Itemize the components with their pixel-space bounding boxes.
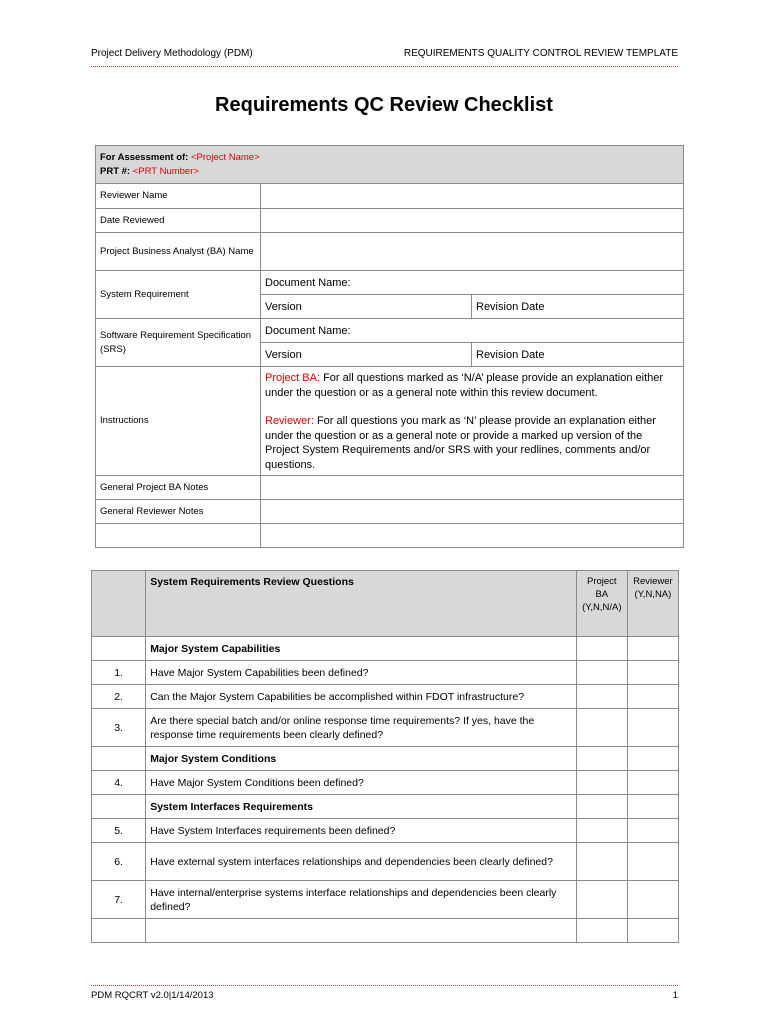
instr-reviewer-text: For all questions you mark as ‘N’ please provide an explanation either under the question or as a general note or provide a marked up version of the Project System Requirements and/or SRS with your redlines, comments and/or questions.: [265, 415, 656, 471]
instructions-label: Instructions: [96, 367, 261, 476]
section-row: [92, 747, 679, 771]
reviewer-answer-cell[interactable]: [627, 771, 678, 795]
project-ba-answer-cell[interactable]: [576, 709, 627, 747]
system-req-revision-date[interactable]: Revision Date: [472, 295, 684, 319]
page-number: 1: [672, 990, 678, 1001]
footer-version: PDM RQCRT v2.0|1/14/2013: [91, 990, 214, 1001]
section-title: Major System Capabilities: [146, 637, 577, 661]
question-text: Have external system interfaces relationships and dependencies been clearly defined?: [146, 843, 577, 881]
reviewer-answer-cell[interactable]: [627, 881, 678, 919]
reviewer-answer-cell[interactable]: [627, 661, 678, 685]
srs-document-name[interactable]: Document Name:: [261, 319, 684, 343]
blank-label-cell: [96, 524, 261, 548]
question-row: [92, 685, 679, 709]
section-num-cell: [92, 637, 146, 661]
system-req-version[interactable]: Version: [261, 295, 472, 319]
reviewer-notes-field[interactable]: [261, 500, 684, 524]
reviewer-answer-cell[interactable]: [627, 819, 678, 843]
section-ba-cell: [576, 637, 627, 661]
empty-num-cell: [92, 919, 146, 943]
project-name-placeholder: <Project Name>: [190, 151, 260, 163]
instr-ba-label: Project BA:: [265, 372, 321, 384]
system-requirement-row: [96, 271, 684, 295]
question-row: [92, 843, 679, 881]
question-text: Have Major System Conditions been defined?: [146, 771, 577, 795]
question-number: 6.: [92, 843, 146, 881]
ba-notes-row: [96, 476, 684, 500]
ba-notes-field[interactable]: [261, 476, 684, 500]
section-row: [92, 795, 679, 819]
srs-version[interactable]: Version: [261, 343, 472, 367]
question-row: [92, 771, 679, 795]
checklist-num-header: [92, 571, 146, 637]
question-text: Have internal/enterprise systems interface relationships and dependencies been clearly defined?: [146, 881, 577, 919]
footer-divider: [91, 985, 678, 986]
empty-row: [92, 919, 679, 943]
header-left: Project Delivery Methodology (PDM): [91, 48, 253, 59]
assessment-header-cell: [96, 146, 684, 184]
checklist-heading: System Requirements Review Questions: [146, 571, 577, 637]
page-title: Requirements QC Review Checklist: [215, 94, 553, 116]
question-row: [92, 881, 679, 919]
col-reviewer-header: Reviewer (Y,N,NA): [627, 571, 678, 637]
date-reviewed-row: [96, 209, 684, 233]
blank-field-cell[interactable]: [261, 524, 684, 548]
reviewer-name-label: Reviewer Name: [96, 184, 261, 209]
section-ba-cell: [576, 747, 627, 771]
blank-row: [96, 524, 684, 548]
ba-name-field[interactable]: [261, 233, 684, 271]
question-text: Have System Interfaces requirements been defined?: [146, 819, 577, 843]
page-header: [91, 48, 678, 64]
project-ba-answer-cell[interactable]: [576, 685, 627, 709]
ba-name-label: Project Business Analyst (BA) Name: [96, 233, 261, 271]
question-number: 2.: [92, 685, 146, 709]
project-ba-answer-cell[interactable]: [576, 661, 627, 685]
section-num-cell: [92, 795, 146, 819]
instr-ba-text: For all questions marked as ‘N/A’ please provide an explanation either under the question or as a general note within this review document.: [265, 372, 664, 399]
reviewer-name-row: [96, 184, 684, 209]
srs-revision-date[interactable]: Revision Date: [472, 343, 684, 367]
question-number: 1.: [92, 661, 146, 685]
section-row: [92, 637, 679, 661]
empty-question-cell: [146, 919, 577, 943]
for-assessment-label: For Assessment of:: [100, 151, 189, 163]
project-ba-answer-cell[interactable]: [576, 843, 627, 881]
question-text: Can the Major System Capabilities be accomplished within FDOT infrastructure?: [146, 685, 577, 709]
reviewer-notes-label: General Reviewer Notes: [96, 500, 261, 524]
question-number: 3.: [92, 709, 146, 747]
section-ba-cell: [576, 795, 627, 819]
project-ba-answer-cell[interactable]: [576, 771, 627, 795]
srs-label: Software Requirement Specification (SRS): [96, 319, 261, 367]
checklist-header-row: [92, 571, 679, 637]
question-row: [92, 819, 679, 843]
instructions-row: [96, 367, 684, 476]
question-row: [92, 709, 679, 747]
project-ba-answer-cell[interactable]: [576, 819, 627, 843]
section-title: System Interfaces Requirements: [146, 795, 577, 819]
prt-label: PRT #:: [100, 165, 131, 177]
date-reviewed-label: Date Reviewed: [96, 209, 261, 233]
assessment-table: [95, 145, 684, 548]
instructions-text: [261, 367, 684, 476]
system-requirement-label: System Requirement: [96, 271, 261, 319]
section-reviewer-cell: [627, 795, 678, 819]
section-num-cell: [92, 747, 146, 771]
srs-row: [96, 319, 684, 343]
col-project-ba-header: Project BA (Y,N,N/A): [576, 571, 627, 637]
question-number: 4.: [92, 771, 146, 795]
ba-name-row: [96, 233, 684, 271]
checklist-table: [91, 570, 679, 943]
header-divider: [91, 66, 678, 67]
question-text: Are there special batch and/or online response time requirements? If yes, have the response time requirements been clearly defined?: [146, 709, 577, 747]
section-reviewer-cell: [627, 637, 678, 661]
empty-ba-cell[interactable]: [576, 919, 627, 943]
project-ba-answer-cell[interactable]: [576, 881, 627, 919]
reviewer-answer-cell[interactable]: [627, 843, 678, 881]
header-right: REQUIREMENTS QUALITY CONTROL REVIEW TEMPLATE: [403, 48, 678, 59]
date-reviewed-field[interactable]: [261, 209, 684, 233]
reviewer-answer-cell[interactable]: [627, 685, 678, 709]
instr-reviewer-label: Reviewer:: [265, 415, 314, 427]
prt-number-placeholder: <PRT Number>: [132, 165, 199, 177]
empty-reviewer-cell[interactable]: [627, 919, 678, 943]
reviewer-name-field[interactable]: [261, 184, 684, 209]
reviewer-notes-row: [96, 500, 684, 524]
question-row: [92, 661, 679, 685]
section-title: Major System Conditions: [146, 747, 577, 771]
question-number: 7.: [92, 881, 146, 919]
question-number: 5.: [92, 819, 146, 843]
system-req-document-name[interactable]: Document Name:: [261, 271, 684, 295]
section-reviewer-cell: [627, 747, 678, 771]
assessment-header-row: [96, 146, 684, 184]
ba-notes-label: General Project BA Notes: [96, 476, 261, 500]
reviewer-answer-cell[interactable]: [627, 709, 678, 747]
question-text: Have Major System Capabilities been defined?: [146, 661, 577, 685]
